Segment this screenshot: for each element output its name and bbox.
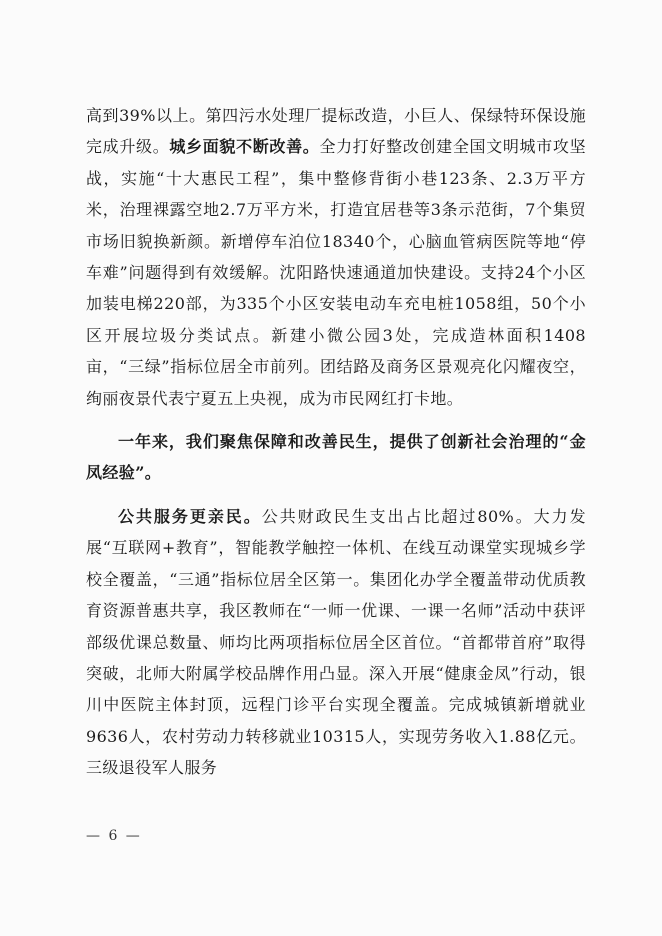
page-number: — 6 — xyxy=(86,828,142,844)
paragraph-1-continuation: 全力打好整改创建全国文明城市攻坚战，实施“十大惠民工程”，集中整修背街小巷123条、2.3万平方米，治理裸露空地2.7万平方米，打造宜居巷等3条示范街，7个集贸市场旧貌换新颜。新增停车泊位18340个，心脑血管病医院等地“停车难”问题得到有效缓解。沈阳路快速通道加快建设。支持24个小区加装电梯220部，为335个小区安装电动车充电桩1058组，50个小区开展垃圾分类试点。新建小微公园3处，完成造林面积1408亩，“三绿”指标位居全市前列。团结路及商务区景观亮化闪耀夜空，绚丽夜景代表宁夏五上央视，成为市民网红打卡地。 xyxy=(86,137,586,408)
paragraph-3 xyxy=(86,501,586,784)
paragraph-1 xyxy=(86,100,586,414)
paragraph-1-text: 高到39%以上。第四污水处理厂提标改造，小巨人、保绿特环保设施完成升级。 xyxy=(86,106,586,157)
summary-jinfeng-experience: 一年来，我们聚焦保障和改善民生，提供了创新社会治理的“金凤经验”。 xyxy=(86,432,586,483)
body-text xyxy=(86,100,586,784)
paragraph-3-text: 公共财政民生支出占比超过80%。大力发展“互联网+教育”，智能教学触控一体机、在线互动课堂实现城乡学校全覆盖，“三通”指标位居全区第一。集团化办学全覆盖带动优质教育资源普惠共享，我区教师在“一师一优课、一课一名师”活动中获评部级优课总数量、师均比两项指标位居全区首位。“首都带首府”取得突破，北师大附属学校品牌作用凸显。深入开展“健康金凤”行动，银川中医院主体封顶，远程门诊平台实现全覆盖。完成城镇新增就业9636人，农村劳动力转移就业10315人，实现劳务收入1.88亿元。三级退役军人服务 xyxy=(86,506,586,778)
paragraph-2 xyxy=(86,426,586,489)
heading-urban-rural-appearance: 城乡面貌不断改善。 xyxy=(169,137,320,157)
heading-public-services: 公共服务更亲民。 xyxy=(118,506,262,526)
